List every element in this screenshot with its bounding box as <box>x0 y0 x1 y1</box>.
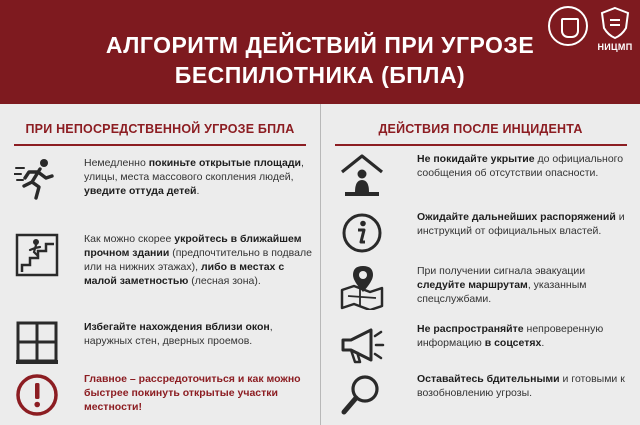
left-item-4-text <box>84 372 312 414</box>
emphasis-text: Избегайте нахождения вблизи окон <box>84 321 270 333</box>
emphasis-text: Ожидайте дальнейших распоряжений <box>417 211 616 223</box>
body-text: (предпочтительно в подвале или на нижних этажах), <box>84 247 312 273</box>
right-item-5-text <box>417 372 633 400</box>
stairs-shelter-icon <box>14 232 60 278</box>
shelter-person-icon <box>339 152 385 198</box>
header-banner <box>0 0 640 104</box>
page-title <box>70 30 570 90</box>
title-line-1: АЛГОРИТМ ДЕЙСТВИЙ ПРИ УГРОЗЕ <box>105 32 535 58</box>
window-icon <box>14 320 60 366</box>
title-line-2: БЕСПИЛОТНИКА (БПЛА) <box>174 62 466 88</box>
right-section-title: ДЕЙСТВИЯ ПОСЛЕ ИНЦИДЕНТА <box>378 122 583 136</box>
magnifier-icon <box>339 372 385 418</box>
right-item-4-text <box>417 322 633 350</box>
left-section-divider <box>14 144 306 146</box>
emblem-logo-icon <box>548 6 588 46</box>
exclamation-icon <box>14 372 60 418</box>
left-item-2-text <box>84 232 312 288</box>
right-panel <box>320 104 640 425</box>
right-item-2-text <box>417 210 633 238</box>
shield-logo-icon <box>598 6 632 40</box>
emphasis-text: Не покидайте укрытие <box>417 153 535 165</box>
body-text: непроверенную информацию <box>417 323 604 349</box>
body-text: . <box>196 185 200 197</box>
body-text: (лесная зона). <box>188 275 261 287</box>
emphasis-text: покиньте открытые площади <box>148 157 301 169</box>
body-text: , указанным спецслужбами. <box>417 279 587 305</box>
warning-text: Главное – рассредоточиться и как можно быстрее покинуть открытые участки местности! <box>84 373 301 413</box>
body-text: и инструкций от официальных властей. <box>417 211 625 237</box>
emphasis-text: следуйте маршрутам <box>417 279 528 291</box>
emphasis-text: укройтесь в ближайшем прочном здании <box>84 233 302 259</box>
left-section-title: ПРИ НЕПОСРЕДСТВЕННОЙ УГРОЗЕ БПЛА <box>25 122 295 136</box>
right-item-1-text <box>417 152 633 180</box>
left-item-3-text <box>84 320 312 348</box>
body-text: . <box>541 337 545 349</box>
body-text: Немедленно <box>84 157 149 169</box>
body-text: до официального сообщения об отсутствии опасности. <box>417 153 624 179</box>
body-text: При получении сигнала эвакуации <box>417 265 586 277</box>
megaphone-icon <box>339 322 385 368</box>
right-item-3-text <box>417 264 633 306</box>
emphasis-text: уведите оттуда детей <box>84 185 197 197</box>
running-person-icon <box>14 156 60 202</box>
logo-caption: НИЦМП <box>597 42 633 52</box>
emphasis-text: Оставайтесь бдительными <box>417 373 560 385</box>
body-text: Как можно скорее <box>84 233 175 245</box>
info-icon <box>339 210 385 256</box>
emphasis-text: Не распространяйте <box>417 323 524 335</box>
body-text: и готовыми к возобновлению угрозы. <box>417 373 625 399</box>
left-item-1-text <box>84 156 312 198</box>
body-text: , улицы, места массового скопления людей, <box>84 157 304 183</box>
right-section-divider <box>335 144 627 146</box>
body-text: , наружных стен, дверных проемов. <box>84 321 273 347</box>
emphasis-text: либо в местах с малой заметностью <box>84 261 285 287</box>
left-panel <box>0 104 320 425</box>
map-pin-icon <box>339 264 385 310</box>
emphasis-text: в соцсетях <box>484 337 542 349</box>
